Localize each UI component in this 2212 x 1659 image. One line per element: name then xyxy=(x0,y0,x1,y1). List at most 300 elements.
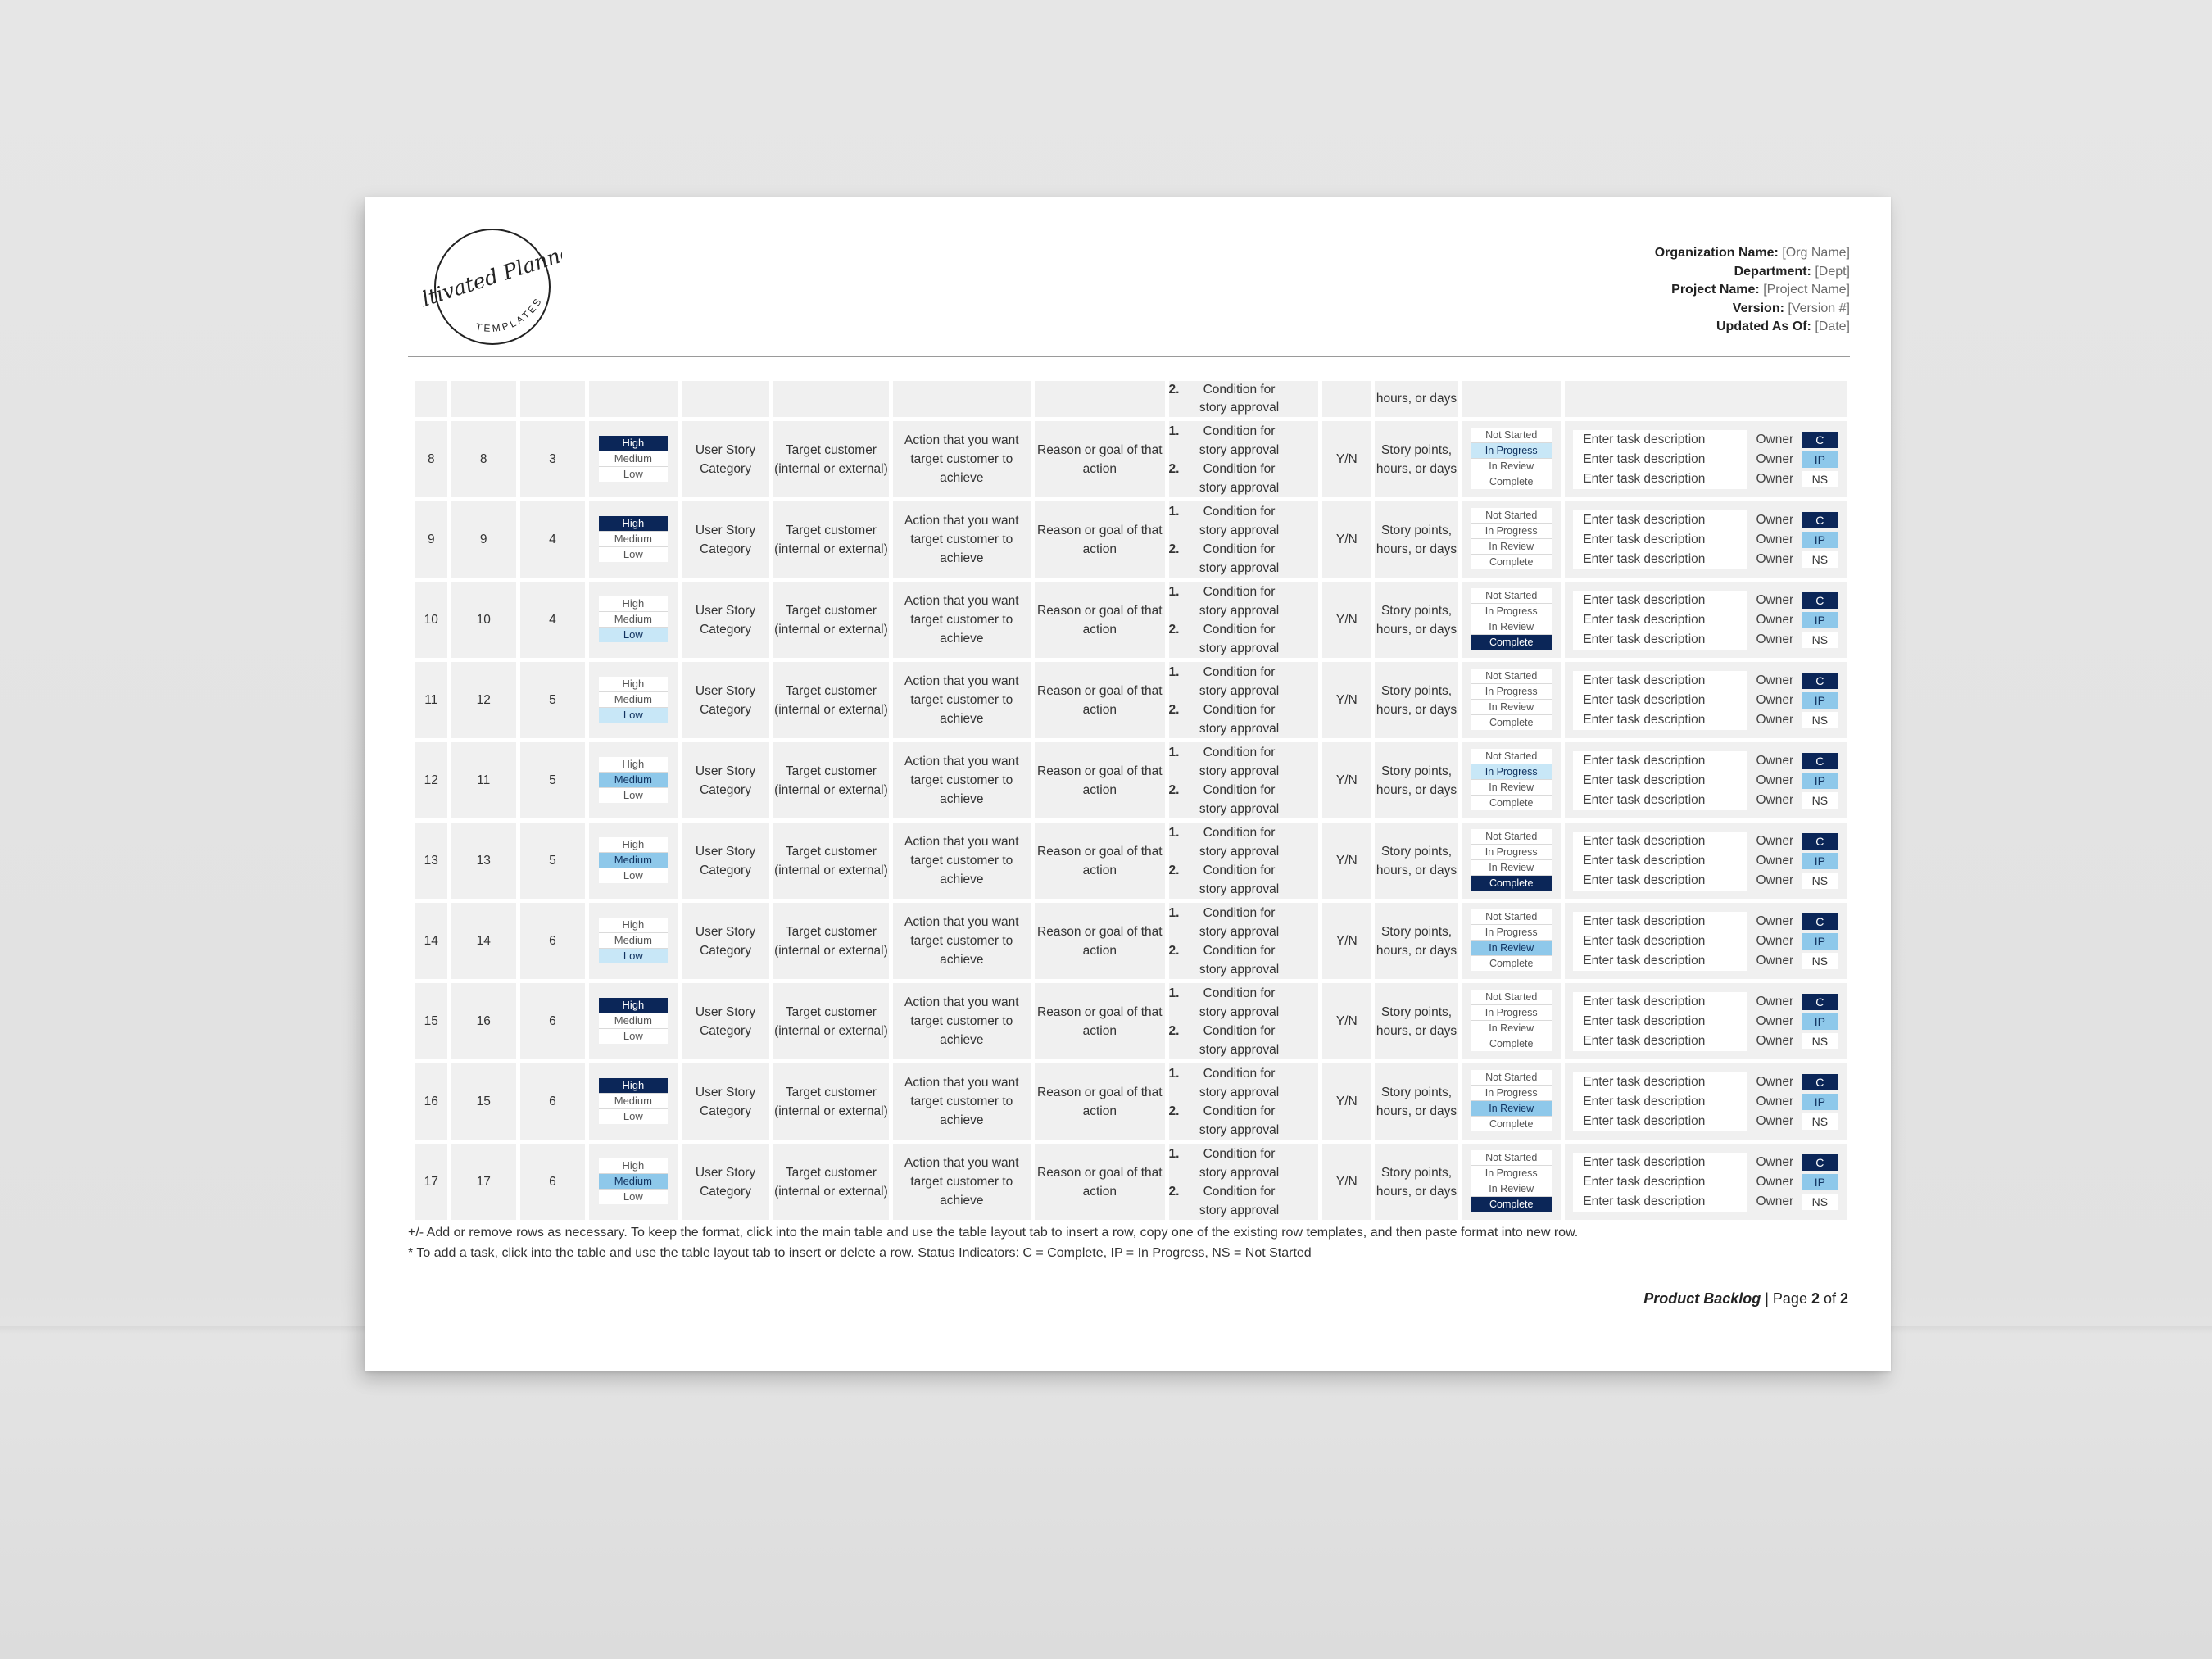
priority-option[interactable]: High xyxy=(599,1158,668,1174)
task-description[interactable]: Enter task description xyxy=(1573,751,1747,771)
priority-option[interactable]: Low xyxy=(599,1190,668,1204)
category-cell[interactable]: User Story Category xyxy=(682,501,770,578)
task-owner[interactable]: Owner xyxy=(1756,432,1794,446)
status-option[interactable]: In Review xyxy=(1471,539,1552,555)
action-cell[interactable]: Action that you want target customer to achieve xyxy=(893,742,1031,818)
status-option[interactable]: In Progress xyxy=(1471,1166,1552,1181)
status-selector[interactable] xyxy=(1471,588,1552,650)
action-cell[interactable]: Action that you want target customer to achieve xyxy=(893,501,1031,578)
status-option[interactable]: Complete xyxy=(1471,555,1552,569)
priority-option[interactable]: Medium xyxy=(599,451,668,467)
estimate-cell[interactable]: Story points, hours, or days xyxy=(1375,1144,1458,1220)
task-status[interactable]: NS xyxy=(1802,1194,1838,1210)
priority-option[interactable]: Low xyxy=(599,1029,668,1044)
task-description[interactable]: Enter task description xyxy=(1573,832,1747,851)
status-option[interactable]: In Review xyxy=(1471,459,1552,474)
task-status[interactable]: C xyxy=(1802,994,1838,1010)
row-id[interactable]: 12 xyxy=(415,742,447,818)
task-status[interactable]: IP xyxy=(1802,773,1838,789)
priority-selector[interactable] xyxy=(599,998,668,1044)
task-status[interactable]: NS xyxy=(1802,712,1838,728)
priority-selector[interactable] xyxy=(599,1078,668,1124)
yn-cell[interactable]: Y/N xyxy=(1322,662,1371,738)
priority-cell xyxy=(589,421,678,497)
status-selector[interactable] xyxy=(1471,1150,1552,1212)
status-option[interactable]: In Review xyxy=(1471,1021,1552,1036)
row-sprint[interactable]: 4 xyxy=(520,582,585,658)
task-owner[interactable]: Owner xyxy=(1756,1013,1794,1028)
task-owner[interactable]: Owner xyxy=(1756,853,1794,868)
task-owner[interactable]: Owner xyxy=(1756,1033,1794,1048)
criteria-cell[interactable]: 1. Condition for story approval 2. Condition for story approval xyxy=(1169,421,1319,497)
task-description[interactable]: Enter task description xyxy=(1573,1072,1747,1092)
task-description[interactable]: Enter task description xyxy=(1573,591,1747,610)
task-owner[interactable]: Owner xyxy=(1756,773,1794,787)
row-rank[interactable]: 10 xyxy=(451,582,516,658)
task-description[interactable]: Enter task description xyxy=(1573,1192,1747,1212)
task-row xyxy=(1573,1072,1838,1092)
criteria-cell[interactable]: 1. Condition for story approval 2. Condition for story approval xyxy=(1169,823,1319,899)
table-row xyxy=(415,903,1847,979)
priority-option[interactable]: Medium xyxy=(599,532,668,547)
row-sprint[interactable]: 6 xyxy=(520,1063,585,1140)
task-description[interactable]: Enter task description xyxy=(1573,1012,1747,1031)
target-cell[interactable]: Target customer (internal or external) xyxy=(773,1144,888,1220)
yn-cell[interactable]: Y/N xyxy=(1322,421,1371,497)
task-owner[interactable]: Owner xyxy=(1756,673,1794,687)
priority-option[interactable]: Low xyxy=(599,949,668,963)
priority-cell xyxy=(589,582,678,658)
estimate-cell[interactable]: Story points, hours, or days xyxy=(1375,421,1458,497)
criteria-cell[interactable]: 1. Condition for story approval 2. Condition for story approval xyxy=(1169,1063,1319,1140)
task-status[interactable]: IP xyxy=(1802,1094,1838,1110)
row-rank[interactable]: 11 xyxy=(451,742,516,818)
task-owner[interactable]: Owner xyxy=(1756,1194,1794,1208)
tasks-cell xyxy=(1565,1063,1847,1140)
category-cell[interactable]: User Story Category xyxy=(682,742,770,818)
task-status[interactable]: C xyxy=(1802,512,1838,528)
status-selector[interactable] xyxy=(1471,829,1552,891)
estimate-cell[interactable]: Story points, hours, or days xyxy=(1375,582,1458,658)
task-owner[interactable]: Owner xyxy=(1756,632,1794,646)
task-owner[interactable]: Owner xyxy=(1756,873,1794,887)
yn-cell[interactable]: Y/N xyxy=(1322,1144,1371,1220)
task-description[interactable]: Enter task description xyxy=(1573,710,1747,730)
task-owner[interactable]: Owner xyxy=(1756,532,1794,546)
status-option[interactable]: In Review xyxy=(1471,1101,1552,1117)
priority-selector[interactable] xyxy=(599,918,668,963)
task-description[interactable]: Enter task description xyxy=(1573,469,1747,489)
priority-selector[interactable] xyxy=(599,1158,668,1204)
status-selector[interactable] xyxy=(1471,909,1552,971)
status-option[interactable]: In Review xyxy=(1471,700,1552,715)
task-status[interactable]: C xyxy=(1802,753,1838,769)
task-description[interactable]: Enter task description xyxy=(1573,992,1747,1012)
target-cell[interactable]: Target customer (internal or external) xyxy=(773,662,888,738)
task-owner[interactable]: Owner xyxy=(1756,953,1794,968)
row-id[interactable]: 8 xyxy=(415,421,447,497)
task-owner[interactable]: Owner xyxy=(1756,692,1794,707)
status-option[interactable]: Complete xyxy=(1471,796,1552,810)
status-option[interactable]: In Review xyxy=(1471,780,1552,796)
task-row xyxy=(1573,832,1838,851)
status-selector[interactable] xyxy=(1471,508,1552,569)
table-row xyxy=(415,983,1847,1059)
task-status[interactable]: C xyxy=(1802,432,1838,448)
status-option[interactable]: In Review xyxy=(1471,941,1552,956)
reason-cell[interactable]: Reason or goal of that action xyxy=(1035,823,1164,899)
priority-option[interactable]: High xyxy=(599,516,668,532)
task-owner[interactable]: Owner xyxy=(1756,1154,1794,1169)
status-option[interactable]: Complete xyxy=(1471,635,1552,650)
yn-cell[interactable]: Y/N xyxy=(1322,903,1371,979)
status-option[interactable]: Not Started xyxy=(1471,508,1552,524)
task-owner[interactable]: Owner xyxy=(1756,551,1794,566)
row-sprint[interactable]: 6 xyxy=(520,983,585,1059)
estimate-cell[interactable]: hours, or days xyxy=(1375,381,1458,417)
task-row xyxy=(1573,871,1838,891)
target-cell[interactable]: Target customer (internal or external) xyxy=(773,983,888,1059)
task-status[interactable]: IP xyxy=(1802,853,1838,869)
task-status[interactable]: C xyxy=(1802,1074,1838,1090)
task-status[interactable]: NS xyxy=(1802,471,1838,487)
row-rank[interactable]: 14 xyxy=(451,903,516,979)
priority-option[interactable]: High xyxy=(599,677,668,692)
task-owner[interactable]: Owner xyxy=(1756,712,1794,727)
action-cell[interactable]: Action that you want target customer to achieve xyxy=(893,823,1031,899)
task-description[interactable]: Enter task description xyxy=(1573,430,1747,450)
category-cell[interactable]: User Story Category xyxy=(682,983,770,1059)
status-option[interactable]: Not Started xyxy=(1471,1150,1552,1166)
task-status[interactable]: NS xyxy=(1802,953,1838,969)
category-cell[interactable]: User Story Category xyxy=(682,823,770,899)
category-cell[interactable]: User Story Category xyxy=(682,903,770,979)
row-id[interactable]: 15 xyxy=(415,983,447,1059)
action-cell[interactable]: Action that you want target customer to achieve xyxy=(893,903,1031,979)
meta-updated: Updated As Of: [Date] xyxy=(1716,320,1850,333)
row-rank[interactable]: 8 xyxy=(451,421,516,497)
estimate-cell[interactable]: Story points, hours, or days xyxy=(1375,823,1458,899)
task-owner[interactable]: Owner xyxy=(1756,753,1794,768)
task-status[interactable]: C xyxy=(1802,913,1838,930)
priority-option[interactable]: High xyxy=(599,757,668,773)
status-option[interactable]: Not Started xyxy=(1471,669,1552,684)
task-description[interactable]: Enter task description xyxy=(1573,912,1747,931)
task-description[interactable]: Enter task description xyxy=(1573,1092,1747,1112)
status-option[interactable]: Complete xyxy=(1471,474,1552,489)
reason-cell[interactable]: Reason or goal of that action xyxy=(1035,582,1164,658)
task-status[interactable]: IP xyxy=(1802,451,1838,468)
action-cell[interactable]: Action that you want target customer to achieve xyxy=(893,1063,1031,1140)
task-description[interactable]: Enter task description xyxy=(1573,791,1747,810)
category-cell[interactable]: User Story Category xyxy=(682,421,770,497)
status-option[interactable]: In Review xyxy=(1471,860,1552,876)
priority-selector[interactable] xyxy=(599,596,668,642)
row-id[interactable]: 9 xyxy=(415,501,447,578)
status-cell xyxy=(1462,421,1561,497)
priority-option[interactable]: Low xyxy=(599,1109,668,1124)
status-option[interactable]: In Progress xyxy=(1471,845,1552,860)
estimate-cell[interactable]: Story points, hours, or days xyxy=(1375,501,1458,578)
priority-option[interactable]: Medium xyxy=(599,692,668,708)
task-status[interactable]: IP xyxy=(1802,1013,1838,1030)
target-cell[interactable]: Target customer (internal or external) xyxy=(773,1063,888,1140)
row-sprint[interactable]: 5 xyxy=(520,823,585,899)
priority-option[interactable]: Medium xyxy=(599,1094,668,1109)
reason-cell[interactable]: Reason or goal of that action xyxy=(1035,662,1164,738)
task-status[interactable]: C xyxy=(1802,1154,1838,1171)
task-row xyxy=(1573,591,1838,610)
status-selector[interactable] xyxy=(1471,1070,1552,1131)
status-option[interactable]: In Progress xyxy=(1471,604,1552,619)
status-option[interactable]: Not Started xyxy=(1471,990,1552,1005)
criteria-cell[interactable]: 1. Condition for story approval 2. Condition for story approval xyxy=(1169,742,1319,818)
criteria-cell[interactable]: 1. Condition for story approval 2. Condition for story approval xyxy=(1169,903,1319,979)
priority-option[interactable]: High xyxy=(599,998,668,1013)
status-option[interactable]: Complete xyxy=(1471,1117,1552,1131)
priority-option[interactable]: Medium xyxy=(599,1013,668,1029)
task-owner[interactable]: Owner xyxy=(1756,592,1794,607)
row-rank[interactable]: 15 xyxy=(451,1063,516,1140)
status-option[interactable]: Complete xyxy=(1471,715,1552,730)
status-option[interactable]: Not Started xyxy=(1471,749,1552,764)
table-row xyxy=(415,823,1847,899)
estimate-cell[interactable]: Story points, hours, or days xyxy=(1375,662,1458,738)
yn-cell[interactable]: Y/N xyxy=(1322,983,1371,1059)
reason-cell[interactable]: Reason or goal of that action xyxy=(1035,903,1164,979)
task-row xyxy=(1573,992,1838,1012)
task-description[interactable]: Enter task description xyxy=(1573,450,1747,469)
task-status[interactable]: C xyxy=(1802,592,1838,609)
status-option[interactable]: In Progress xyxy=(1471,524,1552,539)
status-option[interactable]: In Progress xyxy=(1471,925,1552,941)
status-option[interactable]: In Progress xyxy=(1471,1005,1552,1021)
status-selector[interactable] xyxy=(1471,669,1552,730)
status-option[interactable]: Complete xyxy=(1471,956,1552,971)
status-option[interactable]: Not Started xyxy=(1471,829,1552,845)
task-status[interactable]: IP xyxy=(1802,692,1838,709)
task-description[interactable]: Enter task description xyxy=(1573,630,1747,650)
row-sprint[interactable]: 3 xyxy=(520,421,585,497)
task-description[interactable]: Enter task description xyxy=(1573,691,1747,710)
task-status[interactable]: NS xyxy=(1802,792,1838,809)
priority-selector[interactable] xyxy=(599,436,668,482)
task-description[interactable]: Enter task description xyxy=(1573,871,1747,891)
yn-cell[interactable]: Y/N xyxy=(1322,501,1371,578)
status-option[interactable]: Not Started xyxy=(1471,588,1552,604)
priority-option[interactable]: Low xyxy=(599,868,668,883)
criteria-cell[interactable]: 1. Condition for story approval 2. Condition for story approval xyxy=(1169,662,1319,738)
task-owner[interactable]: Owner xyxy=(1756,1074,1794,1089)
task-row xyxy=(1573,1192,1838,1212)
task-owner[interactable]: Owner xyxy=(1756,792,1794,807)
priority-option[interactable]: Medium xyxy=(599,853,668,868)
task-status[interactable]: IP xyxy=(1802,612,1838,628)
task-owner[interactable]: Owner xyxy=(1756,512,1794,527)
criteria-cell[interactable]: 1. Condition for story approval 2. Condition for story approval xyxy=(1169,1144,1319,1220)
task-description[interactable]: Enter task description xyxy=(1573,530,1747,550)
task-owner[interactable]: Owner xyxy=(1756,833,1794,848)
row-rank[interactable]: 13 xyxy=(451,823,516,899)
status-option[interactable]: In Progress xyxy=(1471,443,1552,459)
priority-option[interactable]: Medium xyxy=(599,773,668,788)
row-id[interactable]: 10 xyxy=(415,582,447,658)
task-owner[interactable]: Owner xyxy=(1756,612,1794,627)
row-id[interactable]: 16 xyxy=(415,1063,447,1140)
row-sprint[interactable]: 5 xyxy=(520,742,585,818)
priority-option[interactable]: High xyxy=(599,918,668,933)
status-selector[interactable] xyxy=(1471,428,1552,489)
task-description[interactable]: Enter task description xyxy=(1573,550,1747,569)
task-description[interactable]: Enter task description xyxy=(1573,951,1747,971)
category-cell[interactable]: User Story Category xyxy=(682,662,770,738)
estimate-cell[interactable]: Story points, hours, or days xyxy=(1375,903,1458,979)
task-status[interactable]: IP xyxy=(1802,1174,1838,1190)
meta-version: Version: [Version #] xyxy=(1732,301,1850,315)
target-cell[interactable]: Target customer (internal or external) xyxy=(773,421,888,497)
category-cell[interactable]: User Story Category xyxy=(682,1144,770,1220)
target-cell[interactable]: Target customer (internal or external) xyxy=(773,742,888,818)
reason-cell[interactable]: Reason or goal of that action xyxy=(1035,1063,1164,1140)
row-sprint[interactable]: 4 xyxy=(520,501,585,578)
reason-cell[interactable]: Reason or goal of that action xyxy=(1035,742,1164,818)
priority-option[interactable]: High xyxy=(599,1078,668,1094)
row-sprint[interactable]: 6 xyxy=(520,903,585,979)
task-description[interactable]: Enter task description xyxy=(1573,1031,1747,1051)
status-option[interactable]: In Review xyxy=(1471,1181,1552,1197)
task-description[interactable]: Enter task description xyxy=(1573,1112,1747,1131)
criteria-cell[interactable]: 1. Condition for story approval 2. Condition for story approval xyxy=(1169,983,1319,1059)
criteria-cell[interactable]: 1. Condition for story approval 2. Condition for story approval xyxy=(1169,582,1319,658)
row-sprint[interactable]: 6 xyxy=(520,1144,585,1220)
task-owner[interactable]: Owner xyxy=(1756,933,1794,948)
status-cell xyxy=(1462,823,1561,899)
reason-cell[interactable]: Reason or goal of that action xyxy=(1035,983,1164,1059)
task-status[interactable]: NS xyxy=(1802,873,1838,889)
action-cell[interactable]: Action that you want target customer to achieve xyxy=(893,983,1031,1059)
priority-option[interactable]: Low xyxy=(599,467,668,482)
action-cell[interactable]: Action that you want target customer to achieve xyxy=(893,662,1031,738)
yn-cell[interactable]: Y/N xyxy=(1322,582,1371,658)
status-option[interactable]: Not Started xyxy=(1471,428,1552,443)
status-option[interactable]: In Progress xyxy=(1471,1086,1552,1101)
status-option[interactable]: Complete xyxy=(1471,876,1552,891)
task-status[interactable]: NS xyxy=(1802,1113,1838,1130)
priority-option[interactable]: Medium xyxy=(599,1174,668,1190)
status-option[interactable]: In Review xyxy=(1471,619,1552,635)
task-owner[interactable]: Owner xyxy=(1756,471,1794,486)
task-row xyxy=(1573,610,1838,630)
task-status[interactable]: NS xyxy=(1802,632,1838,648)
estimate-cell[interactable]: Story points, hours, or days xyxy=(1375,983,1458,1059)
task-owner[interactable]: Owner xyxy=(1756,994,1794,1009)
reason-cell[interactable]: Reason or goal of that action xyxy=(1035,421,1164,497)
target-cell[interactable]: Target customer (internal or external) xyxy=(773,823,888,899)
task-owner[interactable]: Owner xyxy=(1756,1113,1794,1128)
row-id[interactable]: 13 xyxy=(415,823,447,899)
priority-option[interactable]: Medium xyxy=(599,933,668,949)
row-id[interactable]: 14 xyxy=(415,903,447,979)
priority-selector[interactable] xyxy=(599,757,668,803)
priority-option[interactable]: Medium xyxy=(599,612,668,628)
action-cell[interactable]: Action that you want target customer to achieve xyxy=(893,421,1031,497)
task-owner[interactable]: Owner xyxy=(1756,451,1794,466)
task-status[interactable]: NS xyxy=(1802,1033,1838,1049)
priority-option[interactable]: High xyxy=(599,436,668,451)
target-cell[interactable]: Target customer (internal or external) xyxy=(773,903,888,979)
priority-selector[interactable] xyxy=(599,677,668,723)
priority-option[interactable]: Low xyxy=(599,708,668,723)
status-option[interactable]: Not Started xyxy=(1471,1070,1552,1086)
priority-option[interactable]: High xyxy=(599,596,668,612)
priority-option[interactable]: Low xyxy=(599,628,668,642)
task-owner[interactable]: Owner xyxy=(1756,1094,1794,1108)
criteria-cell[interactable]: 1. Condition for story approval 2. Condition for story approval xyxy=(1169,501,1319,578)
status-option[interactable]: Not Started xyxy=(1471,909,1552,925)
yn-cell[interactable]: Y/N xyxy=(1322,823,1371,899)
priority-option[interactable]: Low xyxy=(599,788,668,803)
row-rank[interactable]: 17 xyxy=(451,1144,516,1220)
status-selector[interactable] xyxy=(1471,990,1552,1051)
status-selector[interactable] xyxy=(1471,749,1552,810)
row-id[interactable]: 11 xyxy=(415,662,447,738)
task-status[interactable]: IP xyxy=(1802,933,1838,950)
task-description[interactable]: Enter task description xyxy=(1573,671,1747,691)
target-cell[interactable]: Target customer (internal or external) xyxy=(773,582,888,658)
task-owner[interactable]: Owner xyxy=(1756,913,1794,928)
estimate-cell[interactable]: Story points, hours, or days xyxy=(1375,1063,1458,1140)
reason-cell[interactable]: Reason or goal of that action xyxy=(1035,1144,1164,1220)
priority-selector[interactable] xyxy=(599,837,668,883)
priority-option[interactable]: High xyxy=(599,837,668,853)
task-description[interactable]: Enter task description xyxy=(1573,771,1747,791)
row-rank[interactable]: 16 xyxy=(451,983,516,1059)
status-option[interactable]: In Progress xyxy=(1471,684,1552,700)
category-cell[interactable]: User Story Category xyxy=(682,1063,770,1140)
row-rank[interactable]: 9 xyxy=(451,501,516,578)
meta-dept: Department: [Dept] xyxy=(1734,264,1850,279)
action-cell[interactable]: Action that you want target customer to achieve xyxy=(893,1144,1031,1220)
status-option[interactable]: In Progress xyxy=(1471,764,1552,780)
action-cell[interactable]: Action that you want target customer to achieve xyxy=(893,582,1031,658)
priority-selector[interactable] xyxy=(599,516,668,562)
task-description[interactable]: Enter task description xyxy=(1573,851,1747,871)
task-description[interactable]: Enter task description xyxy=(1573,1172,1747,1192)
task-description[interactable]: Enter task description xyxy=(1573,931,1747,951)
estimate-cell[interactable]: Story points, hours, or days xyxy=(1375,742,1458,818)
yn-cell[interactable]: Y/N xyxy=(1322,742,1371,818)
priority-option[interactable]: Low xyxy=(599,547,668,562)
task-status[interactable]: IP xyxy=(1802,532,1838,548)
task-description[interactable]: Enter task description xyxy=(1573,610,1747,630)
task-status[interactable]: C xyxy=(1802,673,1838,689)
row-sprint[interactable]: 5 xyxy=(520,662,585,738)
row-id[interactable]: 17 xyxy=(415,1144,447,1220)
task-status[interactable]: NS xyxy=(1802,551,1838,568)
row-rank[interactable]: 12 xyxy=(451,662,516,738)
yn-cell[interactable]: Y/N xyxy=(1322,1063,1371,1140)
reason-cell[interactable]: Reason or goal of that action xyxy=(1035,501,1164,578)
target-cell[interactable]: Target customer (internal or external) xyxy=(773,501,888,578)
task-owner[interactable]: Owner xyxy=(1756,1174,1794,1189)
status-option[interactable]: Complete xyxy=(1471,1036,1552,1051)
task-description[interactable]: Enter task description xyxy=(1573,1153,1747,1172)
category-cell[interactable]: User Story Category xyxy=(682,582,770,658)
status-option[interactable]: Complete xyxy=(1471,1197,1552,1212)
task-status[interactable]: C xyxy=(1802,833,1838,850)
tasks-cell xyxy=(1565,662,1847,738)
task-description[interactable]: Enter task description xyxy=(1573,510,1747,530)
